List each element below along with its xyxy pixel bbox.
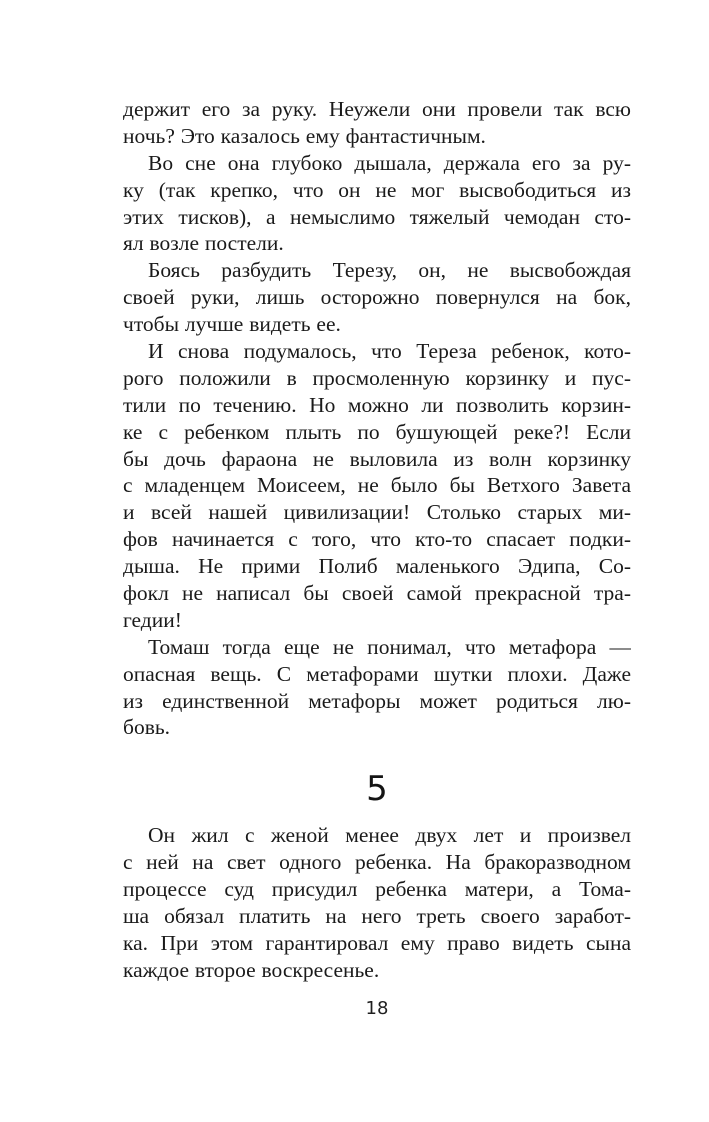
text-line: Он жил с женой менее двух лет и произвел [148,823,631,848]
text-line: ке с ребенком плыть по бушующей реке?! Если [123,419,631,444]
text-line: ял возле постели. [123,231,284,256]
paragraph [123,150,631,258]
body-text-upper [123,96,631,741]
paragraph [123,257,631,338]
text-line: чтобы лучше видеть ее. [123,312,341,337]
text-line: ночь? Это казалось ему фантастичным. [123,123,486,148]
text-line: гедии! [123,607,182,632]
paragraph [123,822,631,983]
text-line: и всей нашей цивилизации! Столько старых ми- [123,500,631,525]
text-line: из единственной метафоры может родиться лю- [123,688,631,713]
paragraph [123,338,631,634]
text-line: держит его за руку. Неужели они провели так всю [123,97,631,121]
text-line: ку (так крепко, что он не мог высвободиться из [123,177,631,202]
text-line: фов начинается с того, что кто-то спасает подки- [123,527,631,552]
text-line: тили по течению. Но можно ли позволить корзин- [123,392,631,417]
text-line: рого положили в просмоленную корзинку и пус- [123,365,631,390]
text-line: бы дочь фараона не выловила из волн корзинку [123,446,631,471]
text-line: фокл не написал бы своей самой прекрасной тра- [123,581,631,606]
text-line: И снова подумалось, что Тереза ребенок, кото- [148,339,631,364]
paragraph [123,96,631,150]
text-line: Боясь разбудить Терезу, он, не высвобождая [148,258,631,283]
text-line: опасная вещь. С метафорами шутки плохи. Даже [123,661,631,686]
text-line: с ней на свет одного ребенка. На бракоразводном [123,850,631,875]
section-number: 5 [366,768,388,809]
page-number: 18 [365,998,389,1019]
text-line: процессе суд присудил ребенка матери, а Тома- [123,877,631,902]
body-text-lower [123,822,631,983]
text-line: ка. При этом гарантировал ему право видеть сына [123,930,631,955]
text-line: этих тисков), а немыслимо тяжелый чемодан сто- [123,204,631,229]
text-line: своей руки, лишь осторожно повернулся на бок, [123,285,631,310]
text-line: каждое второе воскресенье. [123,957,380,982]
text-line: дыша. Не прими Полиб маленького Эдипа, Со- [123,554,631,579]
page-text-block [123,96,631,984]
text-line: бовь. [123,715,171,740]
paragraph [123,634,631,742]
text-line: с младенцем Моисеем, не было бы Ветхого Завета [123,473,631,498]
text-line: ша обязал платить на него треть своего заработ- [123,904,631,929]
text-line: Во сне она глубоко дышала, держала его за ру- [148,150,631,175]
text-line: Томаш тогда еще не понимал, что метафора — [148,634,631,659]
